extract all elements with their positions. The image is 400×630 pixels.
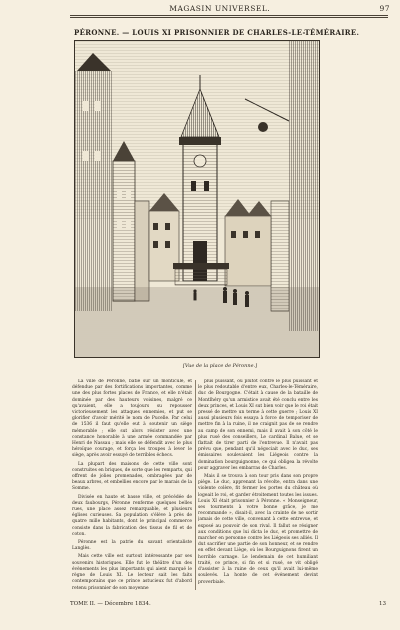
market-roof — [173, 263, 229, 269]
page-number: 97 — [379, 3, 390, 13]
top-rule-thin — [70, 17, 388, 18]
volume-date: TOME II. — Décembre 1834. — [70, 601, 151, 607]
paragraph: Divisée en haute et basse ville, et précédée de deux faubourgs, Péronne renferme quelques belles rues, une place assez remarquable, et plusieurs églises curieuses. Sa population s'élève à près de quatre mille habitants, dont le principal commerce consiste dans la fabrication des tissus de fil et de coton. — [72, 494, 192, 537]
top-rule — [70, 15, 388, 16]
engraving-illustration — [74, 40, 320, 358]
paragraph: La plupart des maisons de cette ville sont construites en briques, de sorte que les remparts, qui offrent de jolies promenades, ombragées par de beaux arbres, et embellies encore par le marais de la Somme. — [72, 461, 192, 492]
clock-face — [194, 155, 206, 167]
paragraph: Mais il se trouva à son tour pris dans son propre piège. Le duc, apprenant la révolte, entra dans une violente colère, fit fermer les portes du château où logeait le roi, et garder étroitement toutes les issues. Louis XI était prisonnier à Péronne. « Monseigneur, ses tourments à votre bonne grâce, je me recommande », disait-il, avec la crainte de ne sortir jamais de cette ville, convenant à cette entrevue, et exposé au pouvoir de son rival. Il fallut se résigner aux conditions que lui dicta le duc, et promettre de marcher en personne contre les Liégeois ses alliés. Il dut sacrifier une partie de son honneur, et se rendre en effet devant Liège, où les Bourguignons firent un horrible carnage. Le lendemain de cet humiliant traité, ce prince, si fin et si rusé, se vit obligé d'assister à la ruine de ceux qu'il avait lui-même soulevés. La honte de cet événement devint proverbiale. — [198, 474, 318, 585]
engraving-svg — [75, 41, 320, 358]
magazine-title: MAGASIN UNIVERSEL. — [169, 3, 271, 13]
signature-mark: 13 — [379, 601, 386, 607]
paragraph: plus puissant, ou plutôt contre le plus puissant et le plus redoutable d'entre eux, Charles-le-Téméraire, duc de Bourgogne. C'était à cause de la bataille de Montlhéry qu'un armistice avait été conclu entre les deux princes, et Louis XI sut bien voir que le roi était pressé de mettre un terme à cette guerre ; Louis XI aussi plusieurs fois essaya à force de temporiser de mettre fin à la ruine, il ne craignit pas de se rendre au camp de son ennemi, mais il avait à son côté le plus rusé des conseillers, Le cardinal Balue, et se flattait de tirer parti de l'entrevue. Il n'avait pas prévu que, pendant qu'il négociait avec le duc, ses émissaires soulevaient les Liégeois contre la domination bourguignonne, ce qui obligea la révolte pour aggraver les embarras de Charles. — [198, 379, 318, 471]
running-head — [60, 2, 390, 14]
left-column — [72, 379, 192, 593]
hanging-lantern — [258, 122, 268, 132]
column-divider — [195, 380, 196, 590]
article-title: PÉRONNE. — LOUIS XI PRISONNIER DE CHARLES-LE-TÉMÉRAIRE. — [74, 28, 360, 37]
paragraph: Péronne est la patrie du savant orientaliste Langlès. — [72, 540, 192, 552]
right-column — [198, 379, 318, 593]
engraving-caption: [Vue de la place de Péronne.] — [182, 363, 258, 369]
paragraph: Mais cette ville est surtout intéressante par ses souvenirs historiques. Elle fut le théâtre d'un des évènements les plus importants qui aient marqué le règne de Louis XI. Le lecteur sait les faits contemporains que ce prince astucieux fut d'abord retenu prisonnier de son moyenne — [72, 554, 192, 591]
page-footer — [70, 599, 386, 609]
paragraph: La ville de Péronne, bâtie sur un monticule, et défendue par des fortifications importantes, comme une des plus fortes places de France, et elle n'était dominée par des hauteurs voisines, malgré ce qu'avaient, elle a toujours su repousser victorieusement les attaques ennemies, et put se glorifier d'avoir mérité le nom de Pucelle. Par celui de 1536 il faut qu'elle eut à soutenir un siège mémorable ; elle sut alors résister avec une constance honorable à une armée commandée par Henri de Nassau ; mais elle se défendit avec le plus héroïque courage, et força les troupes à lever le siège, après avoir essuyé de terribles échecs. — [72, 379, 192, 459]
square-ground — [75, 287, 320, 358]
